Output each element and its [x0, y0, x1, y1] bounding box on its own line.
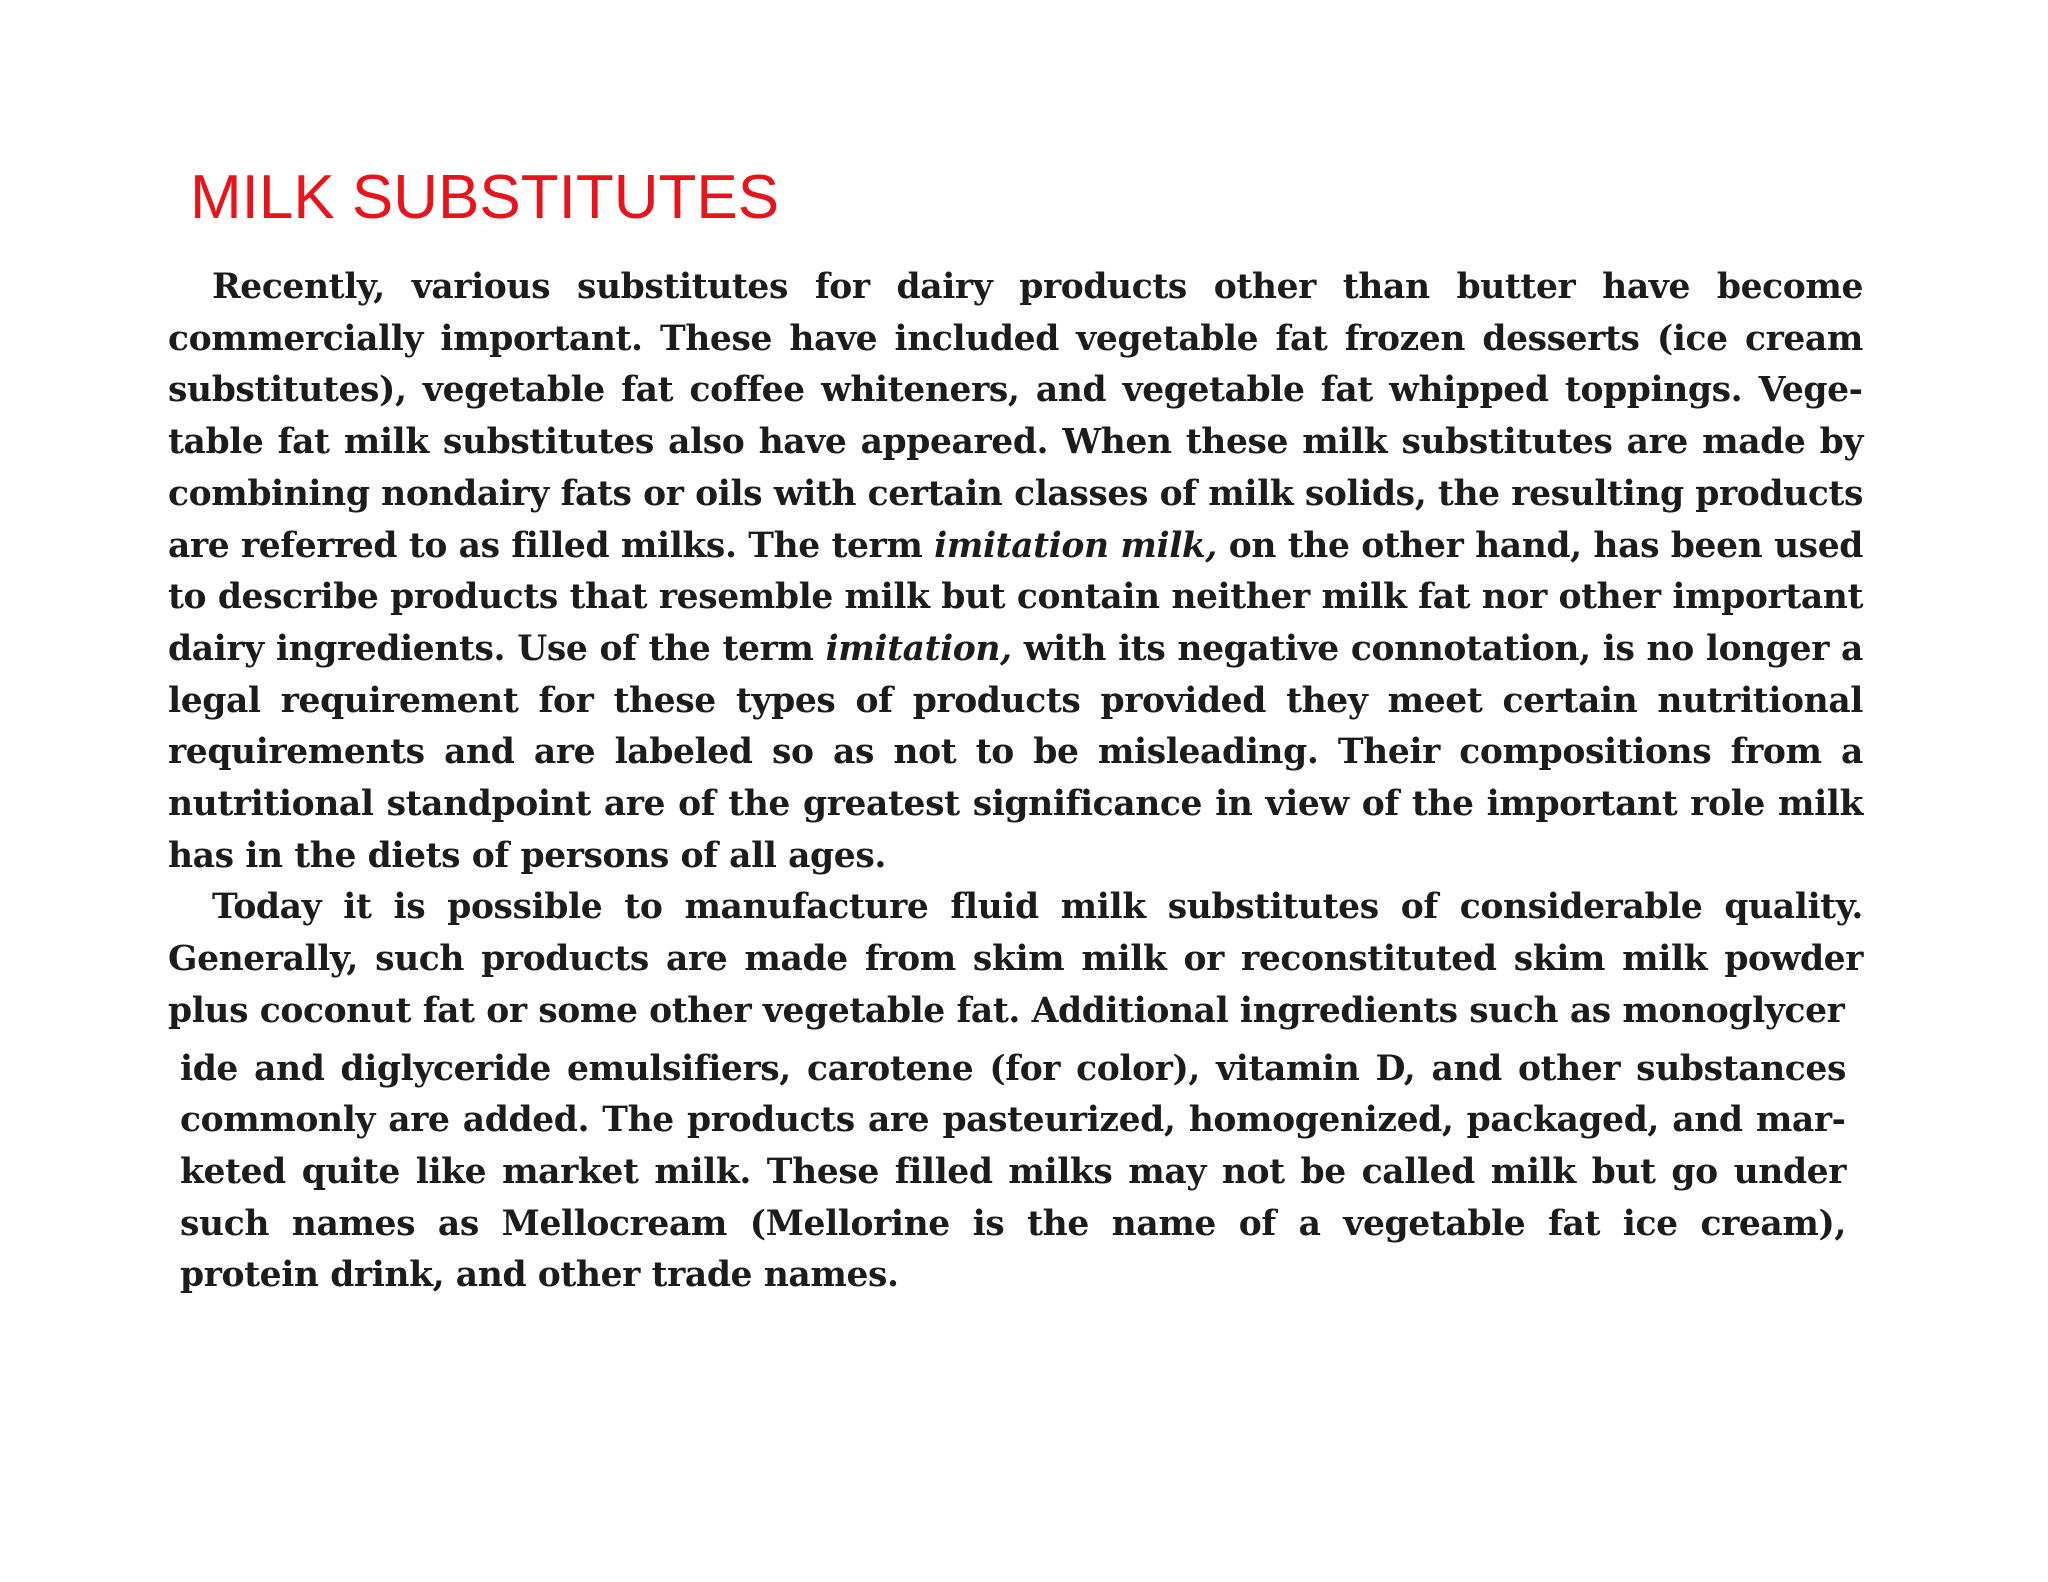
paragraph-1-part-a: Recently, various substitutes for dairy products other than butter have become commercially important. These have included vegetable fat frozen desserts (ice cream substitutes), vegetable fat coffee whiteners, and vegetable fat whipped toppings. Vegetable fat milk substitutes also have appeared. When these milk substitutes are made by combining nondairy fats or oils with certain classes of milk solids, the resulting products are referred to as filled milks. The term [168, 267, 1863, 566]
paragraph-1 [168, 262, 1863, 882]
paragraph-2: Today it is possible to manufacture fluid milk substitutes of considerable quality. Generally, such products are made from skim milk or reconstituted skim milk powder plus coconut fat or some other vegetable fat. Additional ingredients such as monoglycer [168, 887, 1863, 1031]
paragraph-1-part-b: on the other hand, has been used to describe products that resemble milk but contain neither milk fat nor other important dairy ingredients. Use of the term [168, 525, 1863, 669]
slide-title: MILK SUBSTITUTES [190, 163, 780, 232]
paragraph-3: ide and diglyceride emulsifiers, carotene (for color), vitamin D, and other substances commonly are added. The products are pasteurized, homogenized, packaged, and marketed quite like market milk. These filled milks may not be called milk but go under such names as Mellocream (Mellorine is the name of a vegetable fat ice cream), protein drink, and other trade names. [180, 1048, 1846, 1296]
paragraph-1-italic-imitation: imitation, [825, 628, 1012, 669]
paragraph-1-italic-imitation-milk: imitation milk, [934, 525, 1218, 566]
paragraph-1-part-c: with its negative connotation, is no longer a legal requirement for these types of products provided they meet certain nutritional requirements and are labeled so as not to be misleading. Their compositions from a nutritional standpoint are of the greatest significance in view of the important role milk has in the diets of persons of all ages. [168, 628, 1863, 876]
scanned-text-block [168, 262, 1863, 1302]
